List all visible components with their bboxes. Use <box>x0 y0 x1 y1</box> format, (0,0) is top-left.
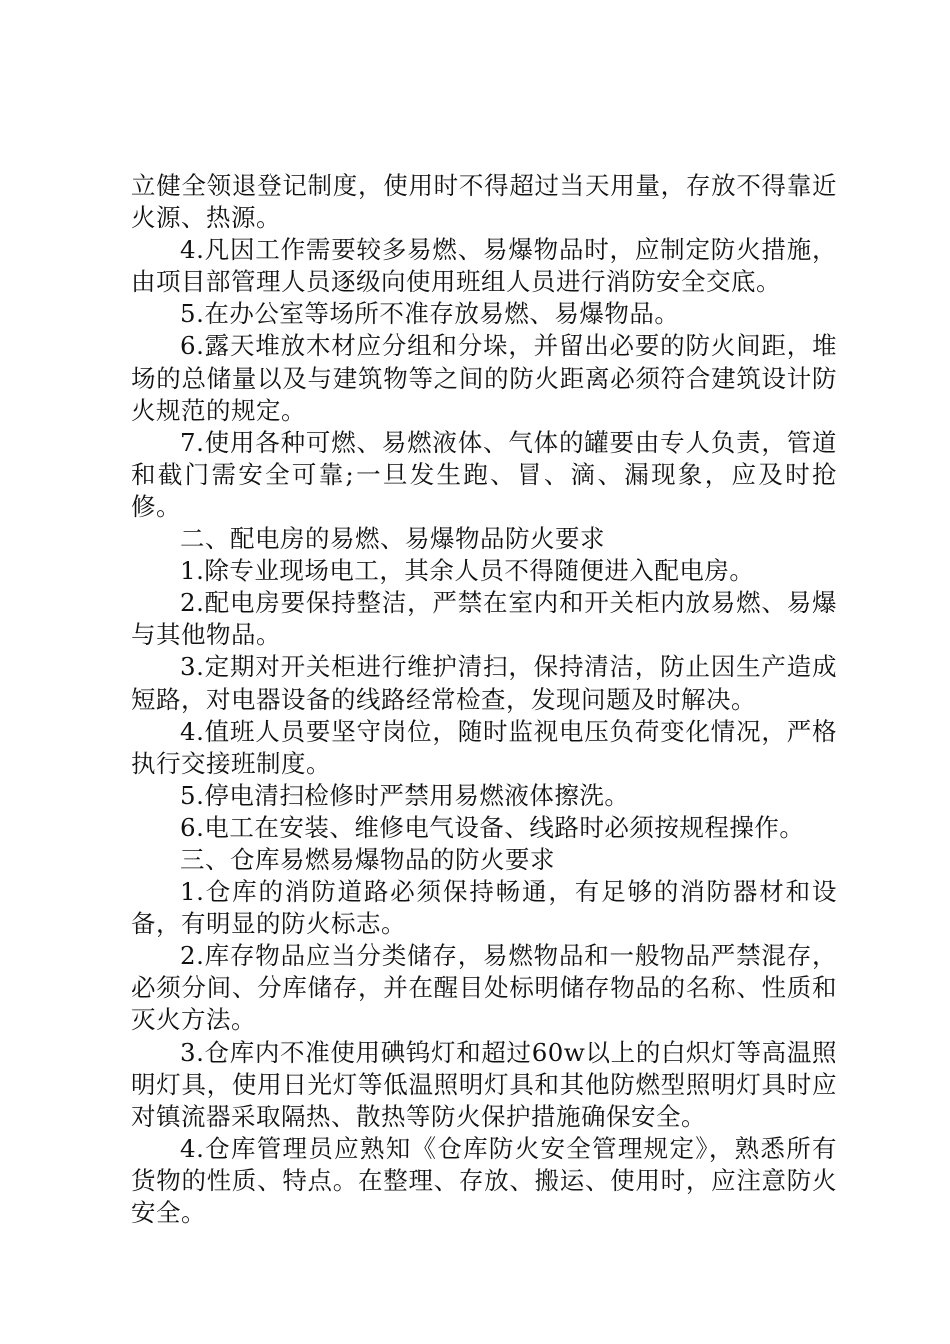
paragraph-warehouse-item-1: 1.仓库的消防道路必须保持畅通，有足够的消防器材和设备，有明显的防火标志。 <box>131 877 837 939</box>
paragraph-power-item-2: 2.配电房要保持整洁，严禁在室内和开关柜内放易燃、易爆与其他物品。 <box>131 588 837 650</box>
paragraph-warehouse-item-3: 3.仓库内不准使用碘钨灯和超过60w以上的白炽灯等高温照明灯具，使用日光灯等低温照明灯具和其他防燃型照明灯具时应对镇流器采取隔热、散热等防火保护措施确保安全。 <box>131 1037 837 1131</box>
paragraph-item-5-office-storage: 5.在办公室等场所不准存放易燃、易爆物品。 <box>180 299 680 329</box>
paragraph-power-item-3: 3.定期对开关柜进行维护清扫，保持清洁，防止因生产造成短路，对电器设备的线路经常检查，发现问题及时解决。 <box>131 652 837 714</box>
paragraph-power-item-4: 4.值班人员要坚守岗位，随时监视电压负荷变化情况，严格执行交接班制度。 <box>131 716 837 778</box>
paragraph-item-7-tanks: 7.使用各种可燃、易燃液体、气体的罐要由专人负责，管道和截门需安全可靠;一旦发生跑、冒、滴、漏现象，应及时抢修。 <box>131 427 837 521</box>
paragraph-continuation: 立健全领退登记制度，使用时不得超过当天用量，存放不得靠近火源、热源。 <box>131 171 837 233</box>
paragraph-power-item-5: 5.停电清扫检修时严禁用易燃液体擦洗。 <box>180 780 630 810</box>
paragraph-power-item-1: 1.除专业现场电工，其余人员不得随便进入配电房。 <box>180 556 755 586</box>
paragraph-power-item-6: 6.电工在安装、维修电气设备、线路时必须按规程操作。 <box>180 812 805 842</box>
section-heading-power-room: 二、配电房的易燃、易爆物品防火要求 <box>180 524 605 554</box>
section-heading-warehouse: 三、仓库易燃易爆物品的防火要求 <box>180 844 555 874</box>
paragraph-warehouse-item-4: 4.仓库管理员应熟知《仓库防火安全管理规定》，熟悉所有货物的性质、特点。在整理、存放、搬运、使用时，应注意防火安全。 <box>131 1133 837 1227</box>
document-body <box>131 170 837 1229</box>
paragraph-item-4-flammable-measures: 4.凡因工作需要较多易燃、易爆物品时，应制定防火措施，由项目部管理人员逐级向使用班组人员进行消防安全交底。 <box>131 235 837 297</box>
paragraph-warehouse-item-2: 2.库存物品应当分类储存，易燃物品和一般物品严禁混存，必须分间、分库储存，并在醒目处标明储存物品的名称、性质和灭火方法。 <box>131 941 837 1035</box>
paragraph-item-6-timber-stacking: 6.露天堆放木材应分组和分垛，并留出必要的防火间距，堆场的总储量以及与建筑物等之间的防火距离必须符合建筑设计防火规范的规定。 <box>131 331 837 425</box>
